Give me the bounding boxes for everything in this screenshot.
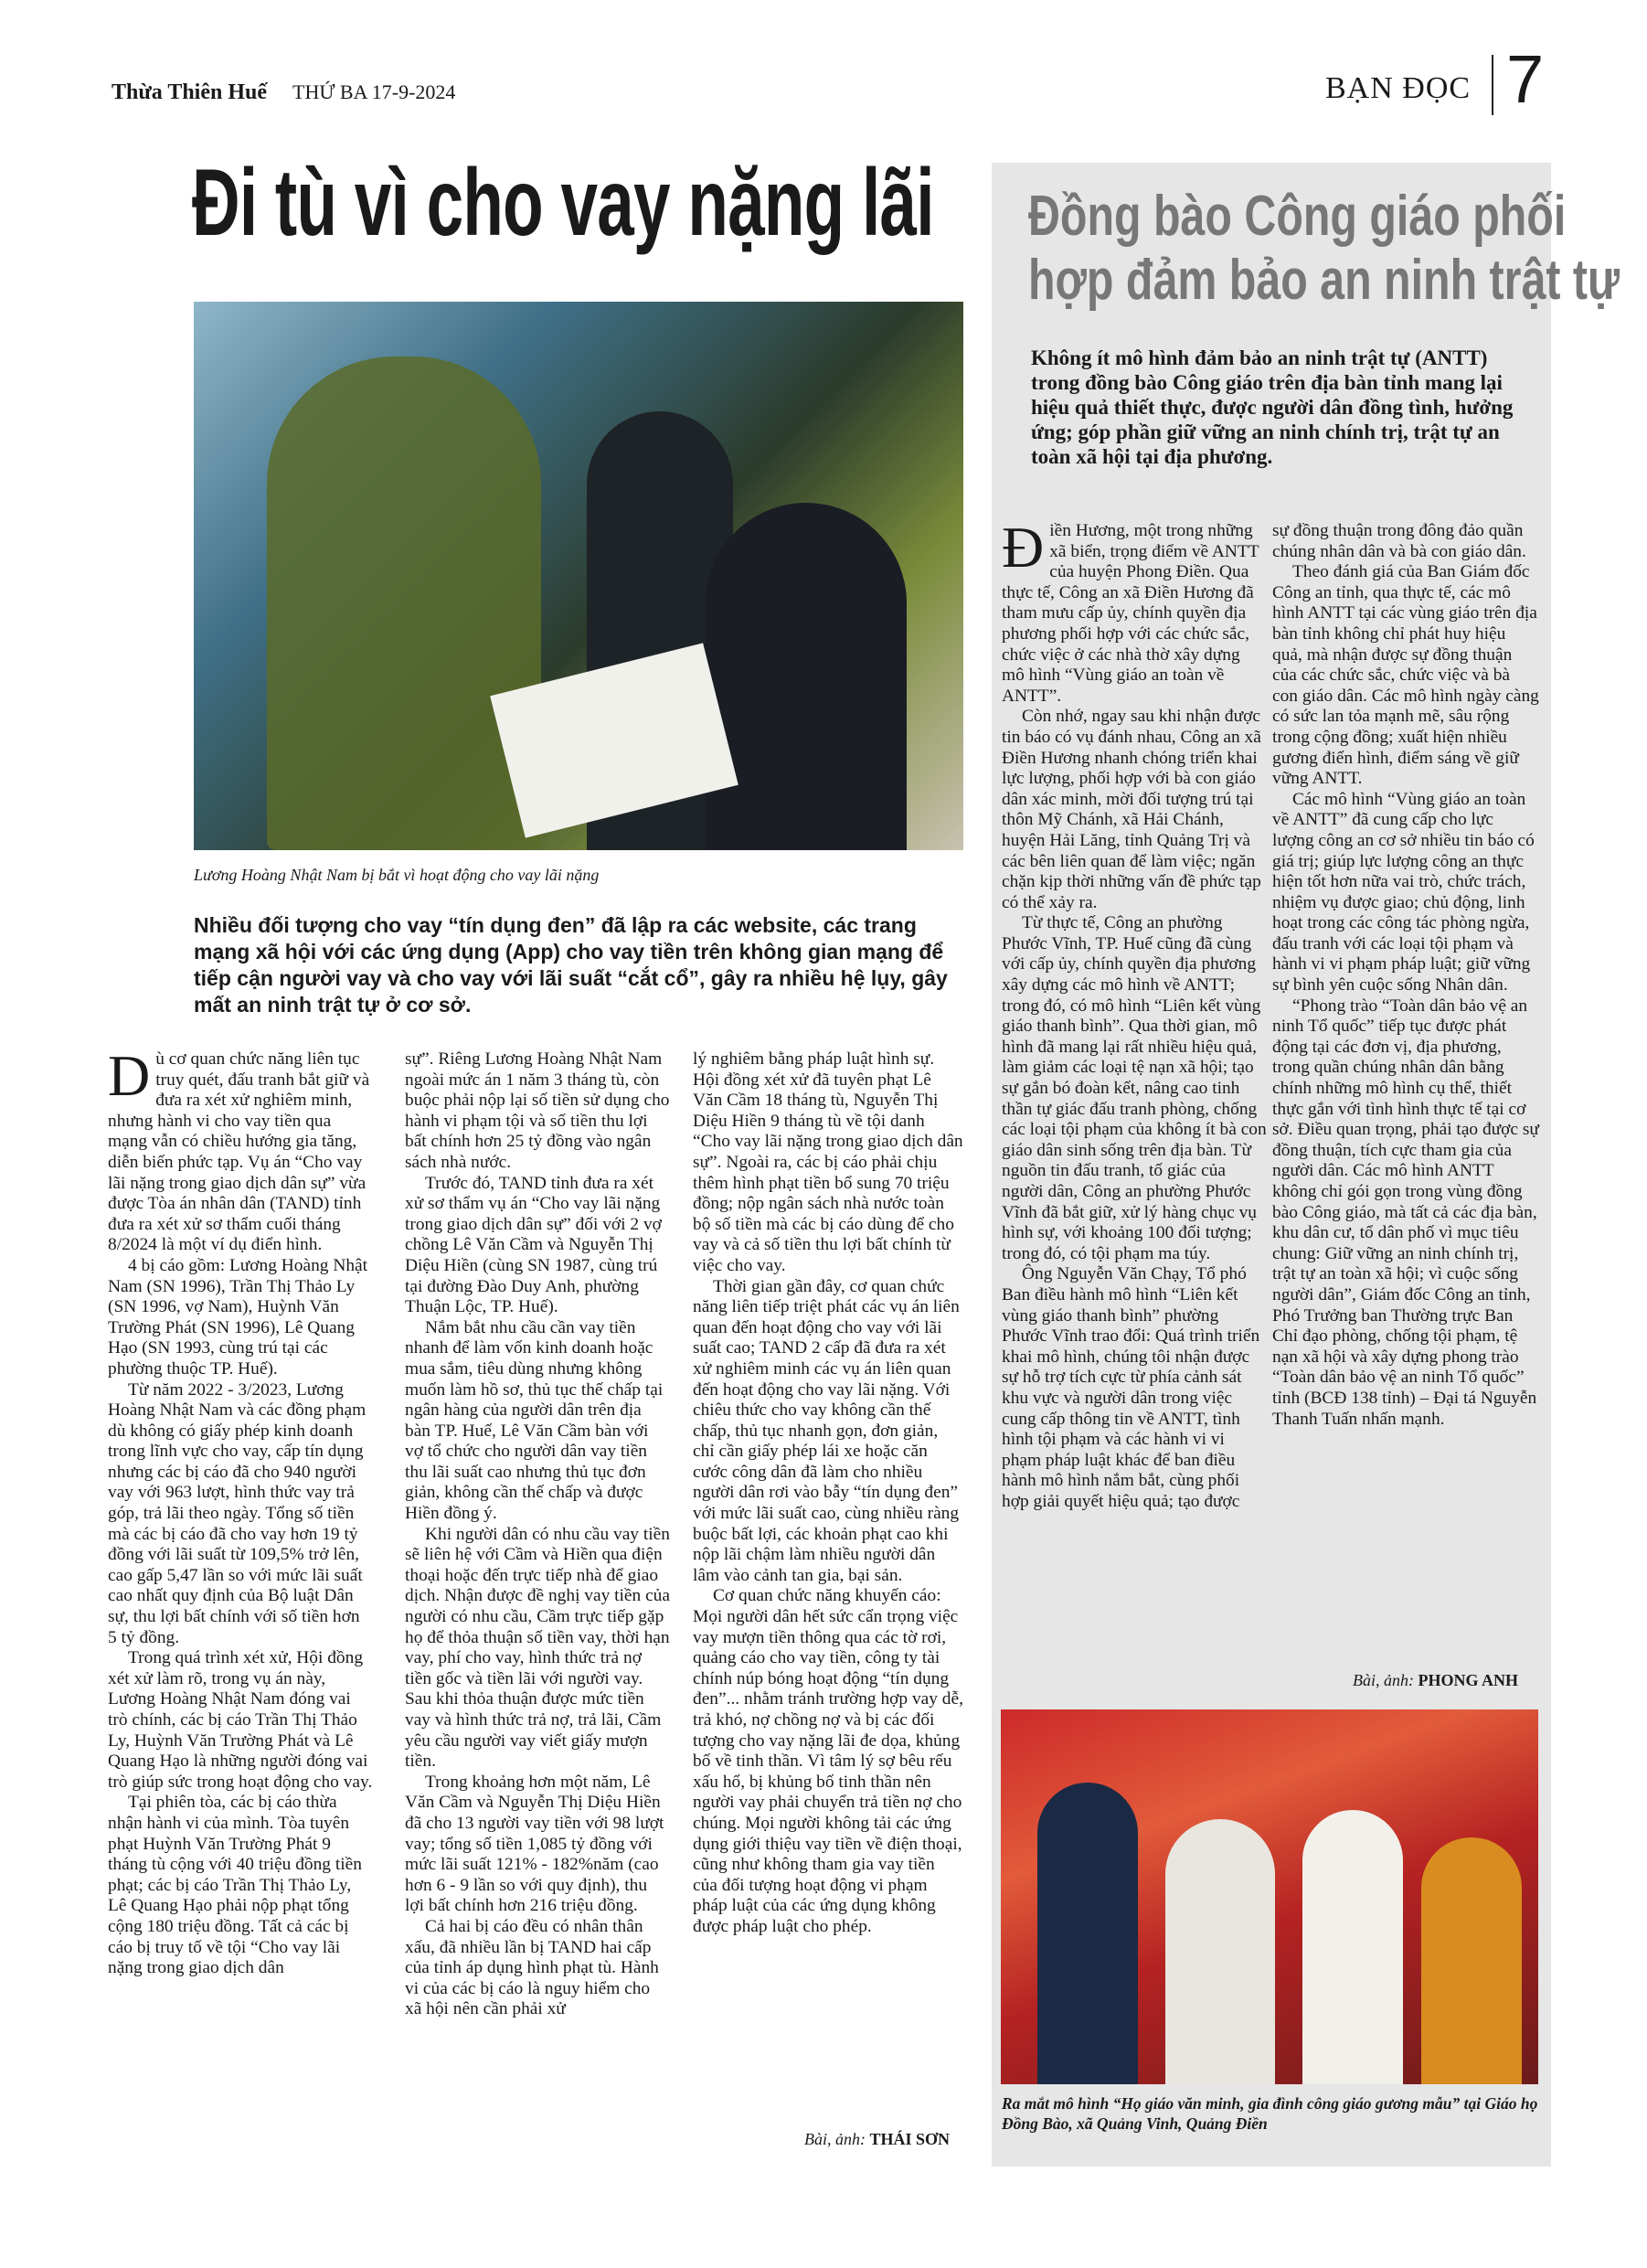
section-label: BẠN ĐỌC xyxy=(1325,71,1472,105)
paragraph: Thời gian gần đây, cơ quan chức năng liên tiếp triệt phát các vụ án liên quan đến hoạt động cho vay với lãi suất cao; TAND 2 cấp đã đưa ra xét xử nghiêm minh các vụ án liên quan đến hoạt động cho vay lãi nặng. Với chiêu thức cho vay không cần thế chấp, thủ tục nhanh gọn, đơn giản, chỉ cần giấy phép lái xe hoặc căn cước công dân đã làm cho nhiều người dân rơi vào bẫy “tín dụng đen” với mức lãi suất cao, cùng nhiều ràng buộc bất lợi, các khoản phạt cao khi nộp lãi chậm làm nhiều người dân lâm vào cảnh tan gia, bại sản. xyxy=(693,1276,960,1585)
photo-person-shape xyxy=(1165,1819,1275,2084)
paragraph: Từ năm 2022 - 3/2023, Lương Hoàng Nhật Nam và các đồng phạm dù không có giấy phép kinh doanh trong lĩnh vực cho vay, cấp tín dụng nhưng các bị cáo đã cho 940 người vay với 963 lượt, hình thức vay trả góp, trả lãi theo ngày. Tổng số tiền mà các bị cáo đã cho vay hơn 19 tỷ đồng với lãi suất từ 109,5% trở lên, cao gấp 5,47 lần so với mức lãi suất cao nhất quy định của Bộ luật Dân sự, thu lợi bất chính với số tiền hơn 5 tỷ đồng. xyxy=(108,1379,367,1647)
paragraph: Trong khoảng hơn một năm, Lê Văn Cầm và Nguyễn Thị Diệu Hiền đã cho 13 người vay tiền với 98 lượt vay; tổng số tiền 1,085 tỷ đồng với mức lãi suất 121% - 182%năm (cao hơn 6 - 9 lần so với quy định), thu lợi bất chính hơn 216 triệu đồng. xyxy=(405,1772,664,1916)
photo-person-shape xyxy=(1037,1783,1138,2084)
paragraph: Nắm bắt nhu cầu cần vay tiền nhanh để làm vốn kinh doanh hoặc mua sắm, tiêu dùng nhưng không muốn làm hồ sơ, thủ tục thế chấp tại ngân hàng của người dân trên địa bàn TP. Huế, Lê Văn Cầm bàn với vợ tổ chức cho người dân vay tiền thu lãi suất cao nhưng thủ tục đơn giản, không cần thế chấp và được Hiền đồng ý. xyxy=(405,1317,664,1524)
article2-lead: Không ít mô hình đảm bảo an ninh trật tự (ANTT) trong đồng bào Công giáo trên địa bàn tỉnh mang lại hiệu quả thiết thực, được người dân đồng tình, hưởng ứng; góp phần giữ vững an ninh chính trị, trật tự an toàn xã hội tại địa phương. xyxy=(1031,346,1514,468)
article2-column-1 xyxy=(1002,515,1267,1513)
photo-suspect-shape xyxy=(706,503,907,850)
article1-column-2 xyxy=(405,1049,670,2020)
masthead xyxy=(112,80,455,105)
article2-headline: Đồng bào Công giáo phối hợp đảm bảo an ninh trật tự xyxy=(1028,185,1620,312)
paragraph: Theo đánh giá của Ban Giám đốc Công an tỉnh, qua thực tế, các mô hình ANTT tại các vùng giáo trên địa bàn tỉnh không chỉ phát huy hiệu quả, mà nhận được sự đồng thuận của các chức sắc, chức việc và bà con giáo dân. Các mô hình ngày càng có sức lan tỏa mạnh mẽ, sâu rộng trong cộng đồng; xuất hiện nhiều gương điển hình, điểm sáng về giữ vững ANTT. xyxy=(1272,562,1539,789)
article1-byline: Bài, ảnh: THÁI SƠN xyxy=(804,2130,951,2148)
article2-photo xyxy=(1001,1709,1538,2084)
drop-cap: Đ xyxy=(1002,515,1045,580)
article1-photo xyxy=(194,302,963,850)
paragraph: Điền Hương, một trong những xã biển, trọng điểm về ANTT của huyện Phong Điền. Qua thực tế, Công an xã Điền Hương đã tham mưu cấp ủy, chính quyền địa phương phối hợp với các chức sắc, chức việc ở các nhà thờ xây dựng mô hình “Vùng giáo an toàn về ANTT”. xyxy=(1002,515,1259,706)
paragraph: Các mô hình “Vùng giáo an toàn về ANTT” đã cung cấp cho lực lượng công an cơ sở nhiều tin báo có giá trị; giúp lực lượng công an thực hiện tốt hơn nữa vai trò, chức trách, nhiệm vụ được giao; chủ động, linh hoạt trong các công tác phòng ngừa, đấu tranh với các loại tội phạm và hành vi vi phạm pháp luật; giữ vững sự bình yên cuộc sống Nhân dân. xyxy=(1272,789,1535,996)
paragraph: Còn nhớ, ngay sau khi nhận được tin báo có vụ đánh nhau, Công an xã Điền Hương nhanh chóng triển khai lực lượng, phối hợp với bà con giáo dân xác minh, mời đối tượng trú tại thôn Mỹ Chánh, xã Hải Chánh, huyện Hải Lăng, tỉnh Quảng Trị và các bên liên quan để làm việc; ngăn chặn kịp thời những vấn đề phức tạp có thể xảy ra. xyxy=(1002,707,1261,912)
issue-date: THỨ BA 17-9-2024 xyxy=(292,80,456,103)
paragraph: sự”. Riêng Lương Hoàng Nhật Nam ngoài mức án 1 năm 3 tháng tù, còn buộc phải nộp lại số tiền sử dụng cho hành vi phạm tội và số tiền thu lợi bất chính hơn 25 tỷ đồng vào ngân sách nhà nước. xyxy=(405,1049,670,1172)
article2-photo-caption: Ra mắt mô hình “Họ giáo văn minh, gia đình công giáo gương mẫu” tại Giáo họ Đồng Bào, xã Quảng Vinh, Quảng Điền xyxy=(1002,2094,1538,2133)
photo-officer-shape xyxy=(267,357,541,850)
photo-person-shape xyxy=(1302,1810,1403,2084)
paper-name: Thừa Thiên Huế xyxy=(112,80,268,104)
paragraph: 4 bị cáo gồm: Lương Hoàng Nhật Nam (SN 1996), Trần Thị Thảo Ly (SN 1996, vợ Nam), Huỳnh Văn Trường Phát (SN 1996), Lê Quang Hạo (SN 1993, cùng trú tại các phường thuộc TP. Huế). xyxy=(108,1255,368,1379)
article2-column-2 xyxy=(1272,521,1539,1430)
paragraph: Trong quá trình xét xử, Hội đồng xét xử làm rõ, trong vụ án này, Lương Hoàng Nhật Nam đóng vai trò chính, các bị cáo Trần Thị Thảo Ly, Huỳnh Văn Trường Phát và Lê Quang Hạo là những người đóng vai trò giúp sức trong hoạt động cho vay. xyxy=(108,1648,373,1792)
article1-author: THÁI SƠN xyxy=(869,2130,951,2148)
paragraph: Dù cơ quan chức năng liên tục truy quét, đấu tranh bắt giữ và đưa ra xét xử nghiêm minh, nhưng hành vi cho vay tiền qua mạng vẫn có chiều hướng gia tăng, diễn biến phức tạp. Vụ án “Cho vay lãi nặng trong giao dịch dân sự” vừa được Tòa án nhân dân (TAND) tỉnh đưa ra xét xử sơ thẩm cuối tháng 8/2024 là một ví dụ điển hình. xyxy=(108,1043,370,1255)
drop-cap: D xyxy=(108,1043,151,1108)
paragraph: Ông Nguyễn Văn Chạy, Tổ phó Ban điều hành mô hình “Liên kết vùng giáo thanh bình” phường Phước Vĩnh trao đổi: Quá trình triển khai mô hình, chúng tôi nhận được sự hỗ trợ tích cực từ phía cảnh sát khu vực và người dân trong việc cung cấp thông tin về ANTT, tình hình tội phạm và các hành vi vi phạm pháp luật khác để ban điều hành mô hình nắm bắt, cùng phối hợp giải quyết hiệu quả; tạo được xyxy=(1002,1264,1260,1511)
page-number: 7 xyxy=(1506,41,1545,117)
article1-column-3 xyxy=(693,1049,963,1938)
article2-byline: Bài, ảnh: PHONG ANH xyxy=(1353,1671,1519,1689)
paragraph: “Phong trào “Toàn dân bảo vệ an ninh Tổ quốc” tiếp tục được phát động tại các đơn vị, địa phương, trong quần chúng nhân dân bằng chính những mô hình cụ thể, thiết thực gắn với tình hình thực tế tại cơ sở. Điều quan trọng, phải tạo được sự đồng thuận, tích cực tham gia của người dân. Các mô hình ANTT không chỉ gói gọn trong vùng đồng bào Công giáo, mà tất cả các địa bàn, khu dân cư, tổ dân phố vì mục tiêu chung: Giữ vững an ninh chính trị, trật tự an toàn xã hội; vì cuộc sống người dân”, Giám đốc Công an tỉnh, Phó Trưởng ban Thường trực Ban Chỉ đạo phòng, chống tội phạm, tệ nạn xã hội và xây dựng phong trào “Toàn dân bảo vệ an ninh Tổ quốc” tỉnh (BCĐ 138 tỉnh) – Đại tá Nguyễn Thanh Tuấn nhấn mạnh. xyxy=(1272,996,1539,1429)
article1-photo-caption: Lương Hoàng Nhật Nam bị bắt vì hoạt động cho vay lãi nặng xyxy=(194,866,600,884)
article1-headline: Đi tù vì cho vay nặng lãi xyxy=(192,150,934,256)
paragraph: Trước đó, TAND tỉnh đưa ra xét xử sơ thẩm vụ án “Cho vay lãi nặng trong giao dịch dân sự” đối với 2 vợ chồng Lê Văn Cầm và Nguyễn Thị Diệu Hiền (cùng SN 1987, cùng trú tại đường Đào Duy Anh, phường Thuận Lộc, TP. Huế). xyxy=(405,1173,662,1317)
paragraph: sự đồng thuận trong đông đảo quần chúng nhân dân và bà con giáo dân. xyxy=(1272,521,1526,561)
section-divider xyxy=(1492,55,1493,115)
photo-flowers-shape xyxy=(1421,1837,1522,2084)
paragraph: Khi người dân có nhu cầu vay tiền sẽ liên hệ với Cầm và Hiền qua điện thoại hoặc đến trực tiếp nhà để giao dịch. Nhận được đề nghị vay tiền của người có nhu cầu, Cầm trực tiếp gặp họ để thỏa thuận số tiền vay, thời hạn vay, phí cho vay, hình thức trả nợ tiền gốc và tiền lãi với người vay. Sau khi thỏa thuận được mức tiền vay và hình thức trả nợ, trả lãi, Cầm yêu cầu người vay viết giấy mượn tiền. xyxy=(405,1524,670,1772)
paragraph: Từ thực tế, Công an phường Phước Vĩnh, TP. Huế cũng đã cùng với cấp ủy, chính quyền địa phương xây dựng các mô hình về ANTT; trong đó, có mô hình “Liên kết vùng giáo thanh bình”. Qua thời gian, mô hình đã mang lại rất nhiều hiệu quả, làm giảm các loại tệ nạn xã hội; tạo sự gắn bó đoàn kết, nâng cao tinh thần tự giác đấu tranh phòng, chống các loại tội phạm của không ít bà con giáo dân sinh sống trên địa bàn. Từ nguồn tin đấu tranh, tố giác của người dân, Công an phường Phước Vĩnh đã bắt giữ, xử lý hàng chục vụ hình sự, với khoảng 100 đối tượng; trong đó, có tội phạm ma túy. xyxy=(1002,913,1267,1263)
paragraph: Cơ quan chức năng khuyến cáo: Mọi người dân hết sức cẩn trọng việc vay mượn tiền thông qua các tờ rơi, quảng cáo cho vay tiền, công ty tài chính núp bóng hoạt động “tín dụng đen”... nhằm tránh trường hợp vay dễ, trả khó, nợ chồng nợ và bị các đối tượng cho vay nặng lãi đe dọa, khủng bố về tinh thần. Vì tâm lý sợ bêu rếu xấu hổ, bị khủng bố tinh thần nên người vay phải chuyển trả tiền nợ cho chúng. Mọi người không tải các ứng dụng giới thiệu vay tiền về điện thoại, cũng như không tham gia vay tiền của đối tượng hoạt động vi phạm pháp luật của các ứng dụng không được pháp luật cho phép. xyxy=(693,1586,963,1936)
article1-column-1 xyxy=(108,1043,373,1979)
article2-author: PHONG ANH xyxy=(1418,1671,1519,1689)
paragraph: Tại phiên tòa, các bị cáo thừa nhận hành vi của mình. Tòa tuyên phạt Huỳnh Văn Trường Phát 9 tháng tù cộng với 40 triệu đồng tiền phạt; các bị cáo Trần Thị Thảo Ly, Lê Quang Hạo phải nộp phạt tổng cộng 180 triệu đồng. Tất cả các bị cáo bị truy tố về tội “Cho vay lãi nặng trong giao dịch dân xyxy=(108,1793,362,1978)
paragraph: Cả hai bị cáo đều có nhân thân xấu, đã nhiều lần bị TAND hai cấp của tỉnh áp dụng hình phạt tù. Hành vi của các bị cáo là nguy hiểm cho xã hội nên cần phải xử xyxy=(405,1916,659,2019)
article1-lead: Nhiều đối tượng cho vay “tín dụng đen” đã lập ra các website, các trang mạng xã hội với các ứng dụng (App) cho vay tiền trên không gian mạng để tiếp cận người vay và cho vay với lãi suất “cắt cổ”, gây ra nhiều hệ lụy, gây mất an ninh trật tự ở cơ sở. xyxy=(194,913,948,1017)
paragraph: lý nghiêm bằng pháp luật hình sự. Hội đồng xét xử đã tuyên phạt Lê Văn Cầm 18 tháng tù, Nguyễn Thị Diệu Hiền 9 tháng tù về tội danh “Cho vay lãi nặng trong giao dịch dân sự”. Ngoài ra, các bị cáo phải chịu thêm hình phạt tiền bổ sung 70 triệu đồng; nộp ngân sách nhà nước toàn bộ số tiền mà các bị cáo dùng để cho vay và cả số tiền thu lợi bất chính từ việc cho vay. xyxy=(693,1049,963,1275)
